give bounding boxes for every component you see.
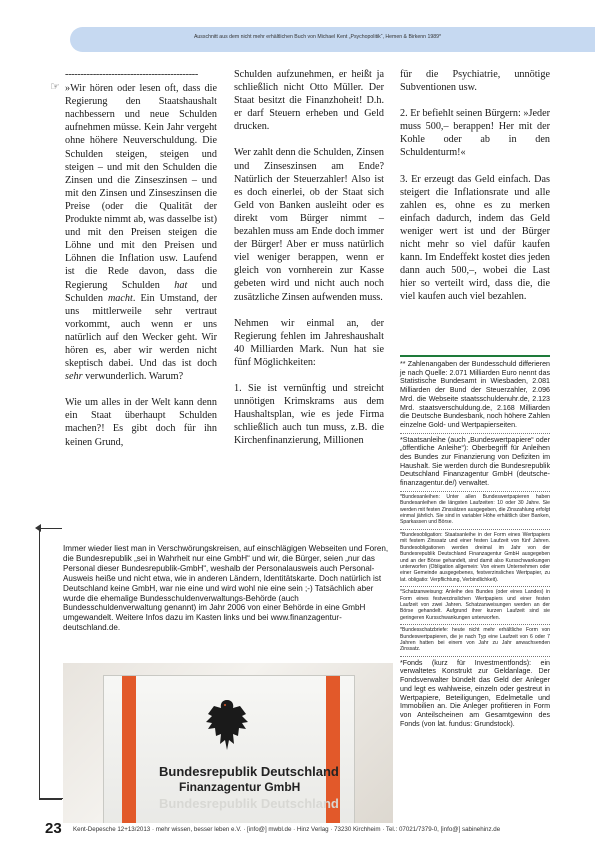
paragraph: Wie um alles in der Welt kann denn ein Staat überhaupt Schulden machen?! Es gibt doch für ihn keinen Grund, [65, 397, 217, 448]
footnote: *Bundesschatzbriefe: heute nicht mehr erhältliche Form von Bundeswertpapieren, die je nach Typ eine Laufzeit von 6 oder 7 Jahren hatten bei einem von Jahr zu Jahr anwachsenden Zinssatz. [400, 627, 550, 653]
dotted-divider [400, 656, 550, 657]
header-banner [70, 27, 595, 52]
footnote: ** Zahlenangaben der Bundesschuld differieren je nach Quelle: 2.071 Milliarden Euro nennt das Statistische Bundesamt in Wiesbaden, 2.081 Milliarden der Bund der Steuerzahler, 2.096 Mrd. die Webseite staatsschuldenuhr.de, 2.123 Mrd. staatsverschuldung.de, 2.168 Milliarden die Deutsche Bundesbank, noch höhere Zahlen einzelne Gold- und Wertpapierseiten. [400, 360, 550, 429]
footnote: *Staatsanleihe (auch „Bundeswertpapiere“ oder „öffentliche Anleihe“): Oberbegriff für Anleihen des Bundes zur Finanzierung von Defiziten im Haushalt. Sie werden durch die Bundesrepublik Deutschland Finanzagentur GmbH (deutsche-finanzagentur.de/) verwaltet. [400, 435, 550, 488]
plaque-photo [63, 663, 393, 823]
text-column-3 [400, 68, 550, 317]
footer-text: Kent-Depesche 12+13/2013 · mehr wissen, besser leben e.V. · [info@] mwbl.de · Hinz Verlag · 73230 Kirchheim · Tel.: 07021/7379-0, [info@] sabinehinz.de [73, 826, 501, 833]
footnote: *Fonds (kurz für Investmentfonds): ein verwaltetes Konstrukt zur Geldanlage. Der Fondsverwalter bündelt das Geld der Anleger und legt es wahlweise, einzeln oder gestreut in Wertpapiere, Beteiligungen, Edelmetalle und Immobilien an. Die Anleger profitieren in Form von Anteilscheinen am Gesamtgewinn des Fonds (von lat. fundus: Grundstock). [400, 658, 550, 728]
page-number: 23 [45, 820, 62, 837]
plaque-reflection: Bundesrepublik Deutschland [159, 796, 339, 811]
dotted-divider [400, 433, 550, 434]
image-caption: Immer wieder liest man in Verschwörungskreisen, auf einschlägigen Webseiten und Foren, die Bundesrepublik „sei in Wahrheit nur eine GmbH“ und wir, die Bürger, seien „nur das Personal dieser Bundesrepublik-GmbH“, weshalb der Personalausweis auch Personal-Ausweis heiße und nicht etwa, wie in anderen Ländern, Identitätskarte. Doch natürlich ist Deutschland keine GmbH, war nie eine und wird wohl nie eine sein ;-) Tatsächlich aber wurde die ehemalige Bundesschuldenverwaltungs-Behörde (auch Bundesschuldenverwaltung genannt) im Jahr 2006 von einer Behörde in eine GmbH umgewandelt. Weitere Infos dazu im Kasten links und bei www.finanzagentur-deutschland.de. [63, 544, 389, 633]
dash-divider: ------------------------------------------- [65, 69, 198, 80]
dotted-divider [400, 586, 550, 587]
paragraph: 1. Sie ist vernünftig und streicht unnötigen Krimskrams aus dem Haushaltsplan, wie es jede Firma schließlich auch tun muss, z.B. die Kirchenfinanzierung, Millionen [234, 382, 384, 447]
paragraph: Nehmen wir einmal an, der Regierung fehlen im Jahreshaushalt 40 Milliarden Mark. Nun hat sie fünf Möglichkeiten: [234, 317, 384, 368]
footnote: *Bundesanleihen: Unter allen Bundeswertpapieren haben Bundesanleihen die längsten Laufzeiten: 10 oder 30 Jahre. Sie werden mit festen Zinssätzen ausgegeben, die Zinszahlung erfolgt einmal jährlich. Sie sind in variabler Höhe erhältlich über Banken, Sparkassen und Börse. [400, 493, 550, 526]
paragraph: Schulden aufzunehmen, er heißt ja schließlich nicht Otto Müller. Der Staat besitzt die Finanzhoheit! D.h. er darf Steuern erheben und Geld drucken. [234, 69, 384, 133]
orange-bar [122, 676, 136, 823]
dotted-divider [400, 529, 550, 530]
pointing-hand-icon: ☞ [50, 80, 60, 93]
footnote: *Schatzanweisung: Anleihe des Bundes (oder eines Landes) in Form eines festverzinslichen Wertpapiers und einer festen Laufzeit von zwei Jahren. Schatzanweisungen werden an der Börse gehandelt. Aufgrund ihrer kurzen Laufzeit sind sie geringeren Kursschwankungen unterworfen. [400, 589, 550, 621]
green-rule [400, 355, 550, 357]
leader-line [39, 528, 62, 800]
dotted-divider [400, 491, 550, 492]
paragraph: 2. Er befiehlt seinen Bürgern: »Jeder muss 500,– berappen! Her mit der Kohle oder ab in den Schuldenturm!« [400, 108, 550, 159]
plaque-subtitle: Finanzagentur GmbH [179, 780, 301, 794]
banner-text: Ausschnitt aus dem nicht mehr erhältlichen Buch von Michael Kent „Psychopolitik“, Hemen & Birkenn 1989* [193, 34, 442, 40]
paragraph: 3. Er erzeugt das Geld einfach. Das steigert die Inflationsrate und alle zahlen es, ohne es zu merken einfach dadurch, indem das Geld weniger wert ist und der Bürger nicht mehr so viel dafür kaufen kann. Im Endeffekt kostet dies jeden dann auch 500,–, wobei die Last hier so verteilt wird, dass die, die viel kaufen auch viel bezahlen. [400, 173, 550, 303]
eagle-emblem-icon [204, 696, 250, 754]
footnotes-box [400, 355, 550, 731]
paragraph: »Wir hören oder lesen oft, dass die Regierung den Staatshaushalt nachbessern und neue Schulden aufnehmen müsse. Kein Jahr vergeht ohne höhere Neuverschuldung. Die Schulden steigen, steigen und steigen – und mit den Schulden die Zinsen und die Zinseszinsen – und mit den Zinsen und Zinseszinsen die Preise (oder die Qualität der Produkte nimmt ab, was dasselbe ist) und mit den Preisen steigen die Löhne und mit den Preisen und Löhnen die Inflation usw. Laufend ist die Rede davon, dass die Regierung Schulden hat und Schulden macht. Ein Umstand, der uns mittlerweile sehr vertraut vorkommt, auch wenn er uns natürlich auf den Wecker geht. Wir hören es, aber wir werden nicht skeptisch dabei. Und das ist doch sehr verwunderlich. Warum? [65, 83, 218, 383]
plaque [103, 675, 355, 823]
plaque-title: Bundesrepublik Deutschland [159, 764, 339, 779]
text-column-1 [65, 68, 217, 462]
text-column-2 [234, 68, 384, 460]
dotted-divider [400, 624, 550, 625]
paragraph: Wer zahlt denn die Schulden, Zinsen und Zinseszinsen am Ende? Natürlich der Steuerzahler! Also ist es doch einerlei, ob der Staat sich Geld von Banken ausleiht oder es direkt vom Bürger nimmt – bezahlen muss am Ende doch immer der Bürger! Aber er muss natürlich viel weniger berappen, wenn er gleich von vornherein zur Kasse gebeten wird und nicht auch noch zusätzliche Zinsen aufwenden muss. [234, 147, 384, 303]
footnote: *Bundesobligation: Staatsanleihe in der Form eines Wertpapiers mit festem Zinssatz und einer festen Laufzeit von fünf Jahren. Bundesobligationen werden dreimal im Jahr von der Bundesrepublik Deutschland Finanzagentur GmbH ausgegeben und an der Börse gehandelt, sind damit also Kursschwankungen unterworfen (Obligation allgemein: Von einem Unternehmen oder einer Gemeinde ausgegebenes, festverzinsliches Wertpapier, zu lat. obligatio: Verpflichtung, Verbindlichkeit). [400, 531, 550, 583]
paragraph: für die Psychiatrie, unnötige Subventionen usw. [400, 69, 550, 94]
